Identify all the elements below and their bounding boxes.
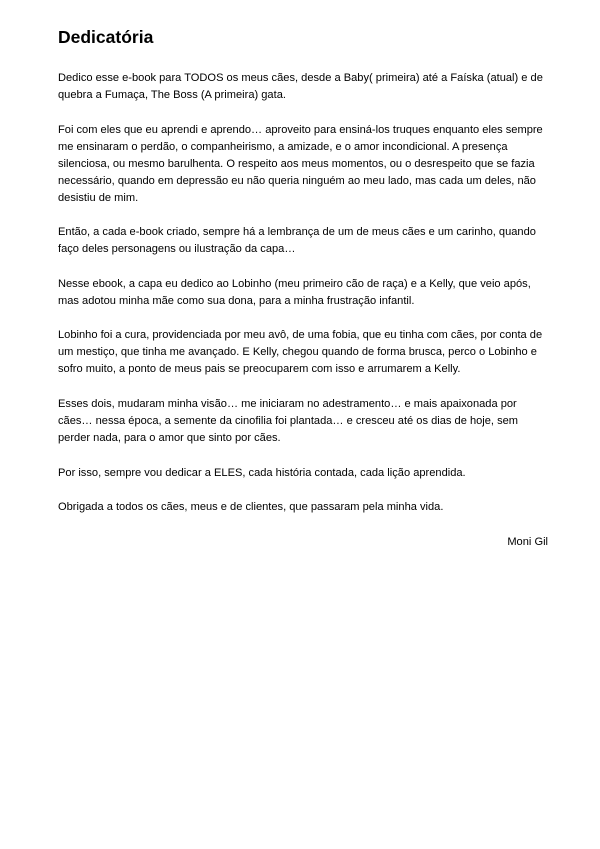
paragraph-5: Lobinho foi a cura, providenciada por meu avô, de uma fobia, que eu tinha com cães, por conta de um mestiço, que tinha me avançado. E Kelly, chegou quando de forma brusca, perco o Lobinho e sofro muito, a ponto de meus pais se preocuparem com isso e arrumarem a Kelly. [58, 329, 543, 376]
signature: Moni Gil [507, 535, 548, 548]
paragraph-1: Dedico esse e-book para TODOS os meus cães, desde a Baby( primeira) até a Faíska (atual) e de quebra a Fumaça, The Boss (A primeira) gata. [58, 72, 543, 101]
paragraph-8: Obrigada a todos os cães, meus e de clientes, que passaram pela minha vida. [58, 501, 444, 514]
paragraph-3: Então, a cada e-book criado, sempre há a lembrança de um de meus cães e um carinho, quando faço deles personagens ou ilustração da capa… [58, 226, 536, 256]
paragraph-6: Esses dois, mudaram minha visão… me iniciaram no adestramento… e mais apaixonada por cães… nessa época, a semente da cinofilia foi plantada… e cresceu até os dias de hoje, sem perder nada, para o amor que sinto por cães. [58, 397, 519, 444]
document-page [58, 26, 549, 551]
page-title: Dedicatória [58, 27, 154, 47]
paragraph-4: Nesse ebook, a capa eu dedico ao Lobinho (meu primeiro cão de raça) e a Kelly, que veio após, mas adotou minha mãe como sua dona, para a minha frustração infantil. [58, 277, 531, 307]
paragraph-2: Foi com eles que eu aprendi e aprendo… aproveito para ensiná-los truques enquanto eles sempre me ensinaram o perdão, o companheirismo, a amizade, e o amor incondicional. A presença silenciosa, ou mesmo barulhenta. O respeito aos meus momentos, ou o desrespeito que se fazia necessário, quando em depressão eu não queria ninguém ao meu lado, mas cada um deles, não desistiu de mim. [58, 123, 543, 204]
paragraph-7: Por isso, sempre vou dedicar a ELES, cada história contada, cada lição aprendida. [58, 466, 466, 479]
